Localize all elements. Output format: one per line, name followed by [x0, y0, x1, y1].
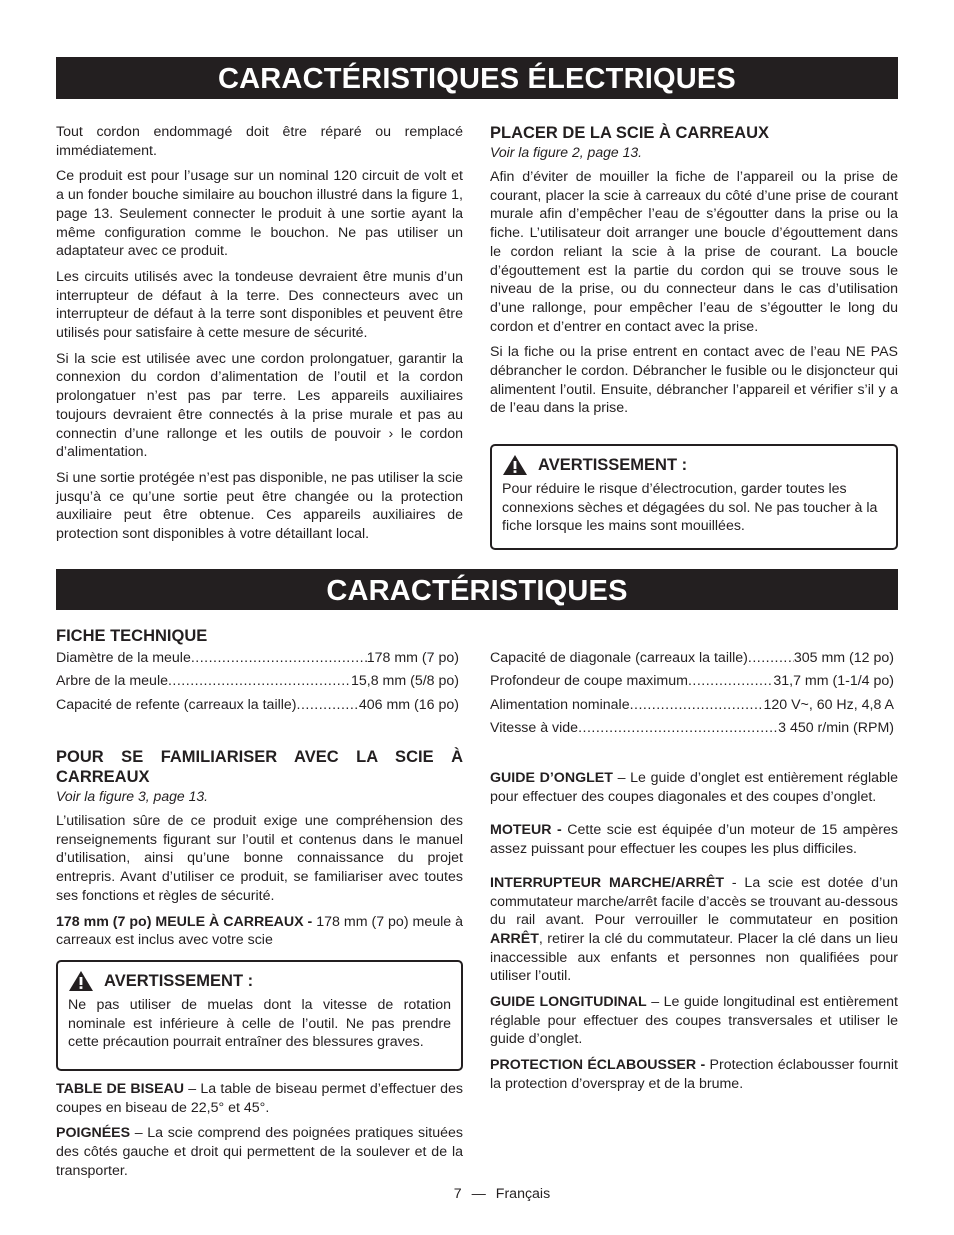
spec-row: Diamètre de la meule ..... 178 mm (7 po) — [56, 649, 459, 672]
warning-triangle-icon — [502, 454, 528, 476]
section-heading: POUR SE FAMILIARISER AVEC LA SCIE À CARREAUX — [56, 748, 463, 786]
spec-row: Alimentation nominale ..... 120 V~, 60 Hz, 4,8 A — [490, 696, 894, 719]
warning-text: Ne pas utiliser de muelas dont la vitesse de rotation nominale est inférieure à celle de l’outil. Ne pas prendre cette précaution pourrait entraîner des blessures graves. — [68, 997, 451, 1051]
paragraph: INTERRUPTEUR MARCHE/ARRÊT - La scie est dotée d’un commutateur marche/arrêt facile d’accès se trouvant au-dessous du rail avant. Pour verrouiller le commutateur en position ARRÊT, retirer la clé du commutateur. Placer la clé dans un lieu inaccessible aux enfants et personnes non qualifiées pour utiliser l’outil. — [490, 874, 899, 985]
spec-row: Profondeur de coupe maximum ..... 31,7 mm (1-1/4 po) — [490, 672, 894, 695]
warning-title: AVERTISSEMENT : — [104, 971, 254, 990]
footer-dash: — — [471, 1186, 486, 1202]
paragraph: GUIDE D’ONGLET – Le guide d’onglet est entièrement réglable pour effectuer des coupes diagonales et des coupes d’onglet. — [490, 770, 898, 805]
paragraph: Les circuits utilisés avec la tondeuse devraient être munis d’un interrupteur de défaut à la terre. Des connecteurs avec un interrupteur de défaut à la terre sont disponibles et peuvent être utilisés pour satisfaire à cette mesure de sécurité. — [56, 268, 463, 342]
paragraph: Afin d’éviter de mouiller la fiche de l’appareil ou la prise de courant, placer la scie à carreaux du côté d’une prise de courant murale afin d’empêcher l’eau de s’égoutter dans la prise ou la fiche. L’utilisateur doit arranger une boucle d’égouttement dans le cordon reliant la scie à la prise de courant. La boucle d’égouttement est la partie du cordon qui se trouve sous le niveau de la prise, ou du connecteur dans le cas d’utilisation d’une rallonge, pour empêcher l’eau de s’égoutter le long du cordon et d’entrer en contact avec la prise. — [490, 169, 898, 335]
paragraph: L’utilisation sûre de ce produit exige une compréhension des renseignements figurant sur l’outil et contenus dans le manuel d’utilisation, ainsi qu’une bonne connaissance du projet entrepris. Avant d’utiliser ce produit, se familiariser avec toutes ses fonctions et règles de sécurité. — [56, 813, 463, 904]
warning-header — [502, 454, 886, 476]
paragraph: GUIDE LONGITUDINAL – Le guide longitudinal est entièrement réglable pour effectuer des coupes transversales et utiliser le guide d’onglet. — [490, 994, 898, 1048]
paragraph: TABLE DE BISEAU – La table de biseau permet d’effectuer des coupes en biseau de 22,5° et 45°. — [56, 1081, 463, 1116]
paragraph: Si une sortie protégée n’est pas disponible, ne pas utiliser la scie jusqu’à ce qu’une sortie peut être changée ou la protection auxiliaire peut être obtenue. Ces appareils auxiliaires de protection sont disponibles à votre détaillant local. — [56, 469, 463, 543]
paragraph: Si la scie est utilisée avec une cordon prolongatuer, garantir la connexion du cordon d’alimentation de l’outil et la cordon prolongatuer n’est pas par terre. Les appareils auxiliaires toujours devraient être connectés à la prise murale et pas au connectin d’une rallonge et les outils de pouvoir › le cordon d’alimentation. — [56, 350, 463, 461]
warning-triangle-icon — [68, 970, 94, 992]
left-column-features — [56, 1080, 463, 1188]
section-heading: PLACER DE LA SCIE À CARREAUX — [490, 124, 769, 142]
warning-box-wheel-speed — [56, 960, 463, 1071]
section-banner-electrical: CARACTÉRISTIQUES ÉLECTRIQUES — [56, 57, 898, 99]
right-column-placement — [490, 123, 898, 425]
spec-list-right — [490, 649, 894, 743]
warning-text: Pour réduire le risque d’électrocution, garder toutes les connexions sèches et dégagées du sol. Ne pas toucher à la fiche lorsque les mains sont mouillées. — [502, 481, 878, 535]
section-banner-characteristics: CARACTÉRISTIQUES — [56, 569, 898, 610]
page-footer — [0, 1186, 954, 1202]
figure-reference: Voir la figure 2, page 13. — [490, 144, 643, 160]
warning-title: AVERTISSEMENT : — [538, 455, 688, 474]
spec-row: Arbre de la meule ..... 15,8 mm (5/8 po) — [56, 672, 459, 695]
paragraph: 178 mm (7 po) MEULE À CARREAUX - 178 mm (7 po) meule à carreaux est inclus avec votre scie — [56, 913, 463, 949]
paragraph: Ce produit est pour l’usage sur un nominal 120 circuit de volt et a un fonder bouche similaire au bouchon illustré dans la figure 1, page 13. Seulement connecter le produit à une sortie ayant la même configuration comme le bouchon. Ne pas utiliser un adaptateur avec ce produit. — [56, 168, 463, 260]
left-column-electrical — [56, 123, 463, 551]
warning-header — [68, 970, 451, 992]
footer-language: Français — [495, 1186, 551, 1202]
section-heading: FICHE TECHNIQUE — [56, 627, 208, 645]
paragraph: Si la fiche ou la prise entrent en contact avec de l’eau NE PAS débrancher le cordon. Débrancher le fusible ou le disjoncteur qui alimentent l’outil. Ensuite, débrancher l’appareil et vérifier s’il y a de l’eau dans la prise. — [490, 344, 898, 417]
spec-row: Capacité de refente (carreaux la taille) ..... 406 mm (16 po) — [56, 696, 459, 719]
left-column-familiarize — [56, 747, 463, 957]
paragraph: MOTEUR - Cette scie est équipée d’un moteur de 15 ampères assez puissant pour effectuer les coupes les plus difficiles. — [490, 822, 898, 858]
spec-row: Vitesse à vide ..... 3 450 r/min (RPM) — [490, 719, 894, 742]
warning-box-electrocution — [490, 444, 898, 550]
paragraph: POIGNÉES – La scie comprend des poignées pratiques situées des côtés gauche et droit qui permettent de la soulever et de la transporter. — [56, 1125, 463, 1179]
spec-list-left — [56, 626, 459, 719]
spec-row: Capacité de diagonale (carreaux la taille) ..... 305 mm (12 po) — [490, 649, 894, 672]
page-number: 7 — [453, 1186, 462, 1202]
paragraph: Tout cordon endommagé doit être réparé ou remplacé immédiatement. — [56, 124, 463, 159]
paragraph: PROTECTION ÉCLABOUSSER - Protection éclabousser fournit la protection d’overspray et de la brume. — [490, 1057, 898, 1092]
figure-reference: Voir la figure 3, page 13. — [56, 788, 209, 804]
right-column-features — [490, 769, 898, 1101]
